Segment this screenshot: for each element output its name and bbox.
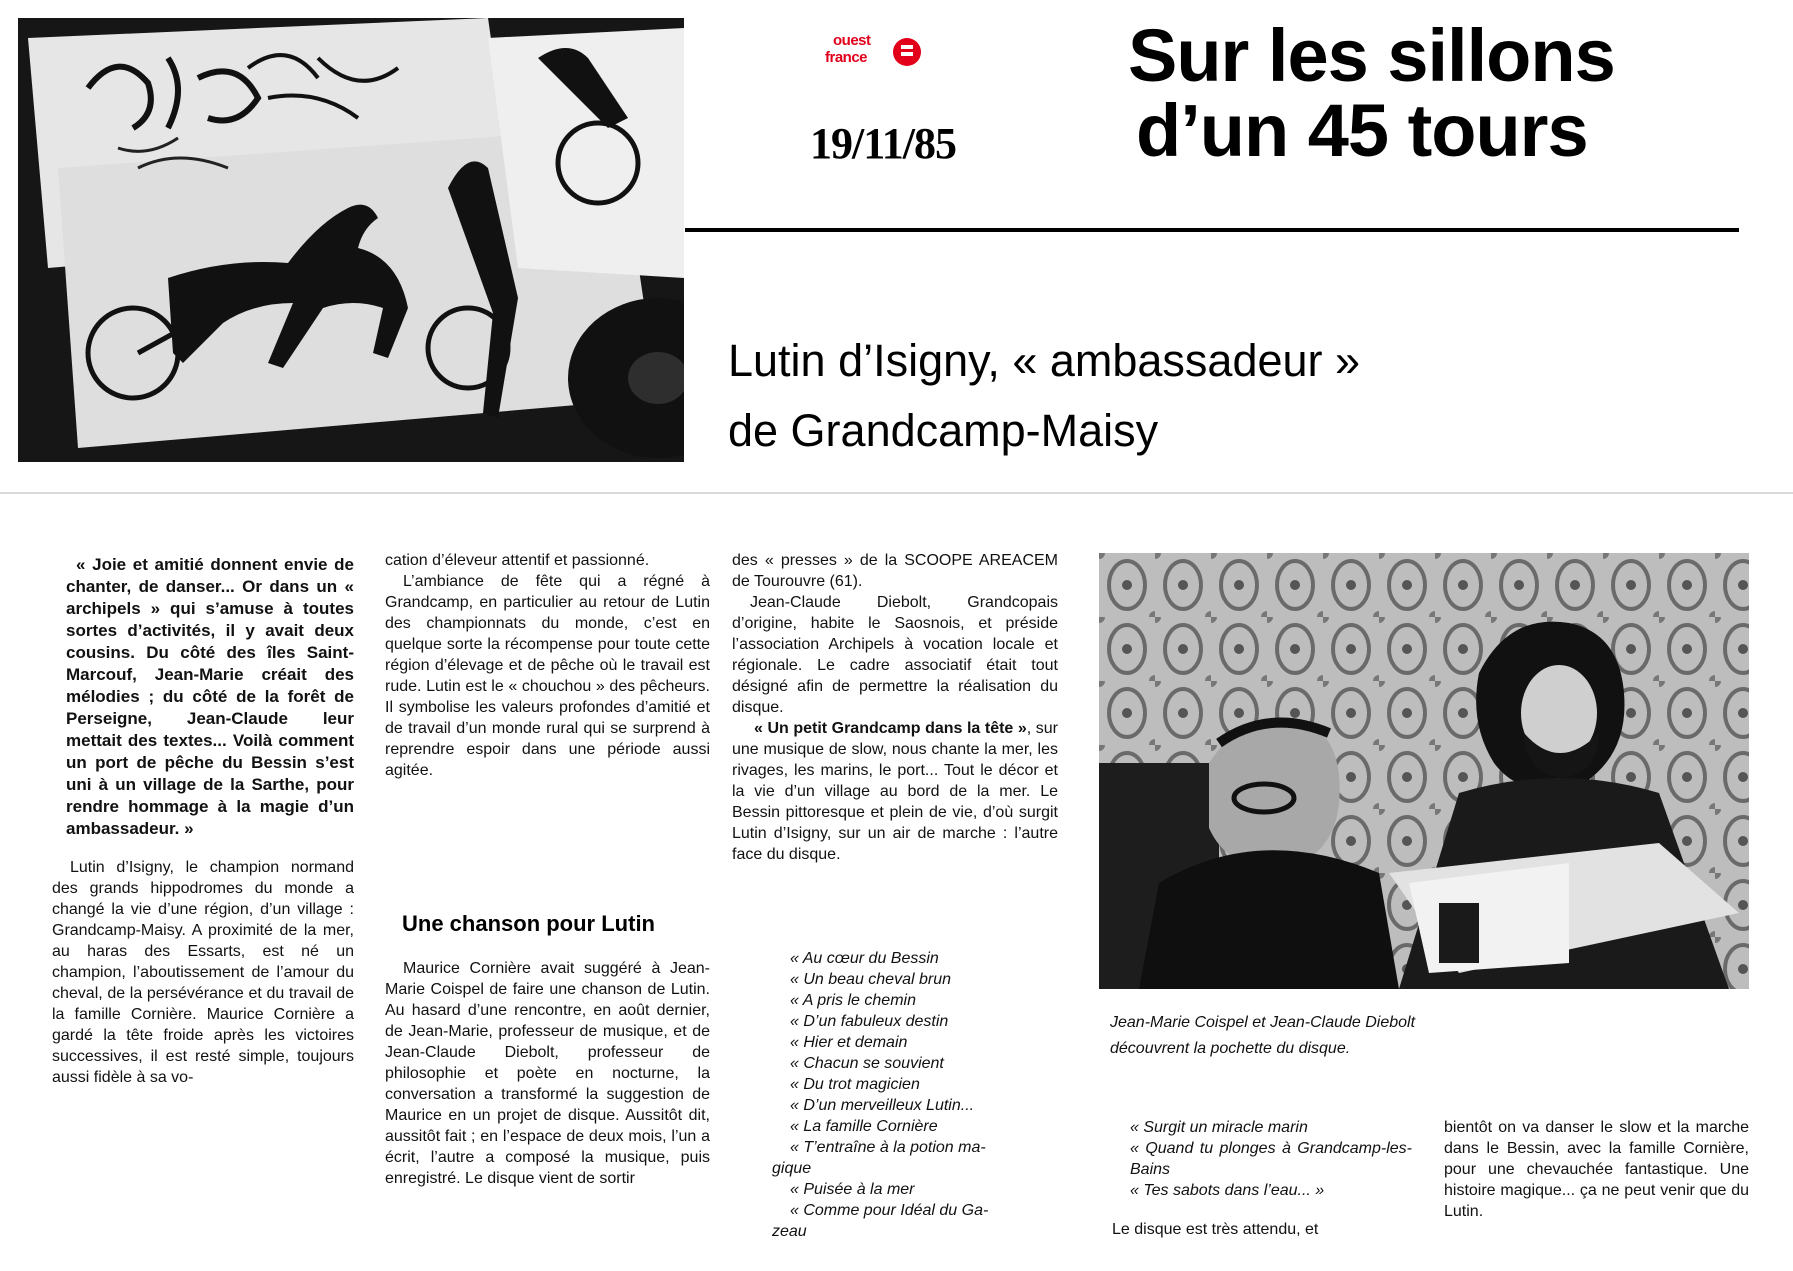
headline-line-1: Sur les sillons <box>1128 14 1615 97</box>
subheadline <box>728 326 1360 466</box>
article-column-3 <box>732 550 1058 865</box>
article-column-2 <box>385 550 710 781</box>
body-paragraph: Maurice Cornière avait suggéré à Jean-Marie Coispel de faire une chanson de Lutin. Au hasard d’une rencontre, en août dernier, de Jean-Marie, professeur de musique, et de Jean-Claude Diebolt, professeur de philosophie et poète en nocturne, la conversation a transformé la suggestion de Maurice en un projet de disque. Aussitôt dit, aussitôt fait ; en l’espace de deux mois, l’un a écrit, l’autre a composé la musique, puis enregistré. Le disque vient de sortir <box>385 960 710 1187</box>
song-title: « Un petit Grandcamp dans la tête » <box>754 720 1027 737</box>
article-column-4 <box>1112 1117 1412 1240</box>
section-divider <box>0 492 1793 494</box>
subheadline-line-2: de Grandcamp-Maisy <box>728 404 1159 456</box>
body-paragraph: L’ambiance de fête qui a régné à Grandcamp, en particulier au retour de Lutin des championnats du monde, c’est en quelque sorte la récompense pour toute cette région d’élevage et de pêche où le travail est rude. Lutin est le « chouchou » des pêcheurs. Il symbolise les valeurs profondes d’amitié et de travail d’un monde rural qui se surprend à reprendre espoir dans une période aussi agitée. <box>385 573 710 779</box>
article-column-2-continued <box>385 958 710 1189</box>
body-paragraph: des « presses » de la SCOOPE AREACEM de Tourouvre (61). <box>732 552 1058 590</box>
lyric-line: « La famille Cornière <box>790 1118 938 1135</box>
record-sleeve-illustration <box>18 18 684 462</box>
lyric-line: zeau <box>772 1223 807 1240</box>
article-column-5 <box>1444 1117 1749 1222</box>
lyric-line: « T’entraîne à la potion ma- <box>790 1139 986 1156</box>
record-sleeve-photo <box>18 18 684 462</box>
portrait-photo <box>1099 553 1749 989</box>
lead-paragraph: « Joie et amitié donnent envie de chanter, de danser... Or dans un « archipels » qui s’amuse à toutes sortes d’activités, il y avait deux cousins. Du côté des îles Saint-Marcouf, Jean-Marie créait des mélodies ; du côté de la forêt de Perseigne, Jean-Claude leur mettait des textes... Voilà comment un port de pêche du Bessin s’est uni à un village de la Sarthe, pour rendre hommage à la magie d’un ambassadeur. » <box>66 555 354 838</box>
section-subheading: Une chanson pour Lutin <box>402 911 655 936</box>
lyric-line: « D’un merveilleux Lutin... <box>790 1097 975 1114</box>
article-column-1 <box>52 554 354 1088</box>
lyric-line: « Surgit un miracle marin <box>1130 1119 1308 1136</box>
body-paragraph: Lutin d’Isigny, le champion normand des grands hippodromes du monde a changé la vie d’une région, d’un village : Grandcamp-Maisy. A proximité de la mer, au haras des Essarts, est né un champion, l’aboutissement de l’amour du cheval, de la persévérance et du travail de la famille Cornière. Maurice Cornière a gardé la tête froide après les victoires successives, il est resté simple, toujours aussi fidèle à sa vo- <box>52 859 354 1086</box>
ouest-france-logo-icon <box>893 38 921 66</box>
lyric-line: « Chacun se souvient <box>790 1055 944 1072</box>
subheadline-line-1: Lutin d’Isigny, « ambassadeur » <box>728 335 1361 386</box>
photo-caption <box>1110 1010 1630 1062</box>
headline-rule <box>685 228 1739 232</box>
song-lyrics-list <box>772 948 1058 1242</box>
publication-date: 19/11/85 <box>810 119 957 168</box>
lyric-line: « Comme pour Idéal du Ga- <box>790 1202 989 1219</box>
lyric-line: « Au cœur du Bessin <box>790 950 939 967</box>
logo-text-ouest: ouest <box>833 32 871 49</box>
lyric-line: gique <box>772 1160 812 1177</box>
two-men-illustration <box>1099 553 1749 989</box>
lyric-line: « Un beau cheval brun <box>790 971 951 988</box>
lyric-line: « Puisée à la mer <box>790 1181 915 1198</box>
body-paragraph: bientôt on va danser le slow et la marche dans le Bessin, avec la famille Cornière, pour une chevauchée fantastique. Une histoire magique... ça ne peut venir que du Lutin. <box>1444 1119 1749 1220</box>
body-paragraph: Le disque est très attendu, et <box>1112 1221 1319 1238</box>
headline-line-2: d’un 45 tours <box>1136 89 1588 173</box>
ouest-france-logo <box>797 18 933 82</box>
logo-text-france: france <box>825 49 868 66</box>
lyric-line: « Quand tu plonges à Grandcamp-les-Bains <box>1130 1140 1412 1178</box>
caption-line-2: découvrent la pochette du disque. <box>1110 1040 1351 1057</box>
lyric-line: « Du trot magicien <box>790 1076 920 1093</box>
caption-line-1: Jean-Marie Coispel et Jean-Claude Diebolt <box>1110 1014 1416 1031</box>
lyric-line: « Hier et demain <box>790 1034 908 1051</box>
lyric-line: « A pris le chemin <box>790 992 916 1009</box>
body-paragraph: , sur une musique de slow, nous chante la mer, les rivages, les marins, le port... Tout le décor et la vie d’un village au bord de la mer. Le Bessin pittoresque et plein de vie, d’où surgit Lutin d’Isigny, sur un air de marche : l’autre face du disque. <box>732 720 1058 863</box>
body-paragraph: Jean-Claude Diebolt, Grandcopais d’origine, habite le Saosnois, et préside l’association Archipels à vocation locale et régionale. Le cadre associatif était tout désigné afin de permettre la réalisation du disque. <box>732 594 1058 716</box>
body-paragraph: cation d’éleveur attentif et passionné. <box>385 552 650 569</box>
lyric-line: « D’un fabuleux destin <box>790 1013 949 1030</box>
lyric-line: « Tes sabots dans l’eau... » <box>1130 1182 1325 1199</box>
headline <box>1128 14 1748 173</box>
